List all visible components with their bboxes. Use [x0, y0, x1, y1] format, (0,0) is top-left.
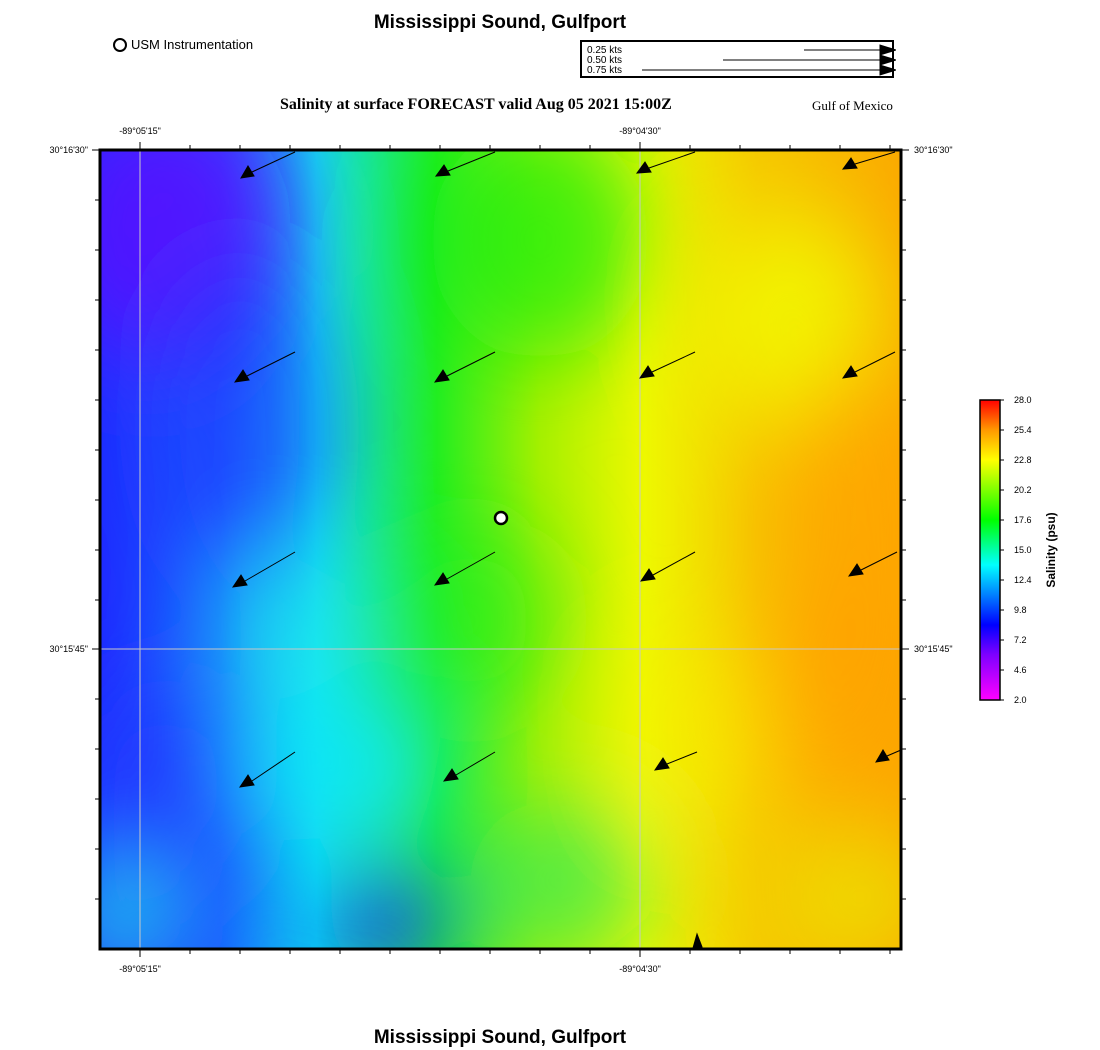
lat-tick-right-2: 30°15'45": [914, 644, 953, 654]
colorbar-label: 2.0: [1014, 695, 1027, 705]
lat-tick-left-1: 30°16'30": [49, 145, 88, 155]
lon-tick-bottom-2: -89°04'30": [619, 964, 661, 974]
colorbar-label: 25.4: [1014, 425, 1032, 435]
station-marker[interactable]: [495, 512, 507, 524]
colorbar-label: 9.8: [1014, 605, 1027, 615]
lon-tick-top-1: -89°05'15": [119, 126, 161, 136]
speed-label-050: 0.50 kts: [587, 55, 623, 66]
speed-label-025: 0.25 kts: [587, 45, 623, 56]
colorbar-label: 17.6: [1014, 515, 1032, 525]
station-legend-label: USM Instrumentation: [131, 37, 254, 52]
footer-title: Mississippi Sound, Gulfport: [373, 1027, 627, 1048]
lat-tick-left-2: 30°15'45": [49, 644, 88, 654]
speed-label-075: 0.75 kts: [587, 65, 623, 76]
lon-tick-top-2: -89°04'30": [619, 126, 661, 136]
salinity-colorbar: [975, 395, 1005, 705]
lon-tick-bottom-1: -89°05'15": [119, 964, 161, 974]
colorbar-label: 28.0: [1014, 395, 1032, 405]
lat-tick-right-1: 30°16'30": [914, 145, 953, 155]
colorbar-label: 22.8: [1014, 455, 1032, 465]
colorbar-label: 12.4: [1014, 575, 1032, 585]
colorbar-label: 7.2: [1014, 635, 1027, 645]
salinity-field: [50, 90, 940, 980]
colorbar-label: 15.0: [1014, 545, 1032, 555]
colorbar-title: Salinity (psu): [1044, 512, 1058, 588]
colorbar-label: 4.6: [1014, 665, 1027, 675]
forecast-subtitle: Salinity at surface FORECAST valid Aug 05 2021 15:00Z: [280, 96, 672, 113]
map-title: Mississippi Sound, Gulfport: [373, 12, 627, 33]
colorbar-label: 20.2: [1014, 485, 1032, 495]
region-label: Gulf of Mexico: [812, 98, 893, 113]
